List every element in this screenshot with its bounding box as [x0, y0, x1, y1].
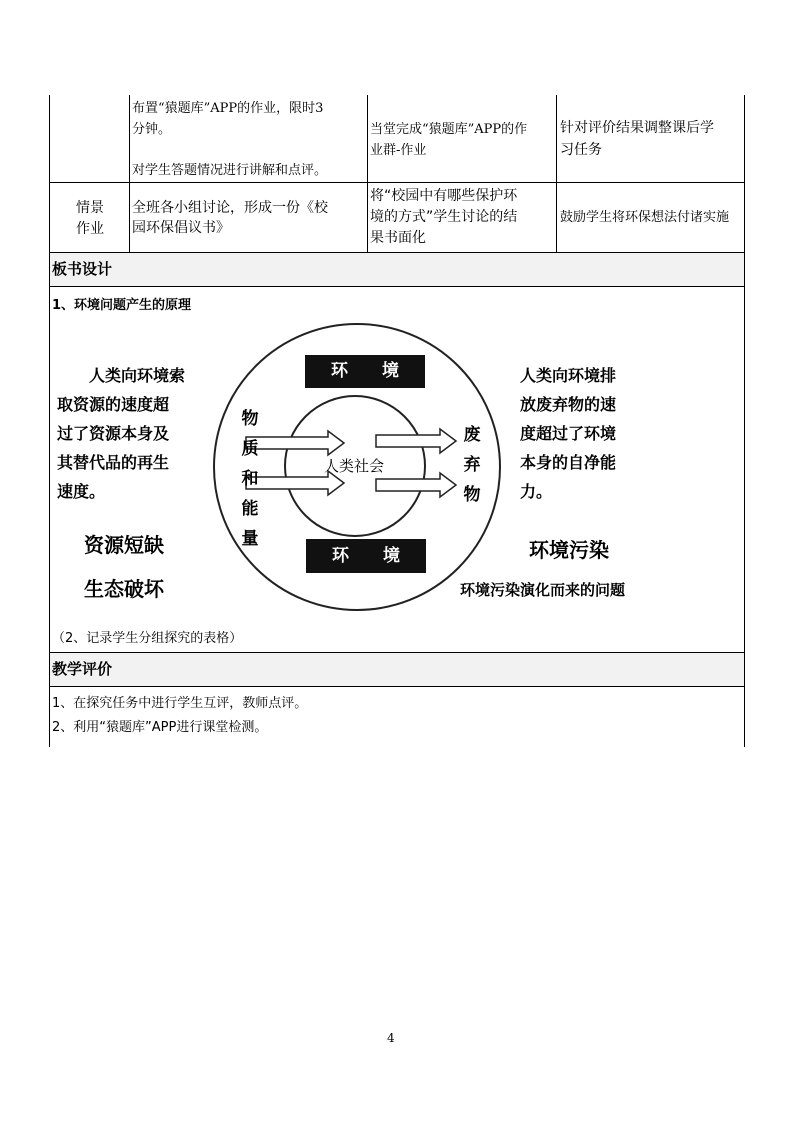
- environment-box-top: 环 境: [305, 355, 425, 388]
- board-item2: （2、记录学生分组探究的表格）: [52, 631, 243, 646]
- row2-label-line1: 情景: [76, 200, 104, 216]
- row2-label-line2: 作业: [76, 221, 104, 237]
- row1-col4-line1: 针对评价结果调整课后学: [560, 120, 714, 136]
- evaluation-item2: 2、利用“猿题库”APP进行课堂检测。: [52, 720, 268, 735]
- pollution-derived-issues-label: 环境污染演化而来的问题: [460, 581, 626, 599]
- left-explanation: 人类向环境索 取资源的速度超 过了资源本身及 其替代品的再生 速度。: [57, 366, 186, 501]
- environment-box-bottom: 环 境: [306, 539, 426, 573]
- environmental-pollution-label: 环境污染: [529, 538, 609, 562]
- row1-col2-line1: 布置“猿题库”APP的作业，限时3: [132, 101, 324, 116]
- matter-energy-label: 物 质 和 能 量: [241, 409, 259, 549]
- evaluation-item1: 1、在探究任务中进行学生互评，教师点评。: [52, 696, 308, 711]
- row1-col3-line1: 当堂完成“猿题库”APP的作: [370, 122, 528, 137]
- row1-col4-line2: 习任务: [560, 142, 602, 158]
- arrow-out-bottom: [376, 473, 456, 497]
- waste-label: 废 弃 物: [463, 425, 481, 505]
- board-item1: 1、环境问题产生的原理: [52, 298, 192, 313]
- resource-shortage-label: 资源短缺: [84, 533, 164, 557]
- page-number: 4: [387, 1031, 395, 1045]
- row1-col2-line3: 对学生答题情况进行讲解和点评。: [132, 163, 328, 178]
- evaluation-header-bg: [50, 652, 744, 686]
- right-explanation: 人类向环境排 放废弃物的速 度超过了环境 本身的自净能 力。: [520, 366, 617, 501]
- row1-col3-line2: 业群-作业: [370, 143, 427, 158]
- row2-col2-line2: 园环保倡议书》: [132, 220, 230, 236]
- board-header-bg: [50, 252, 744, 286]
- ecological-damage-label: 生态破坏: [84, 577, 164, 601]
- row2-col4: 鼓励学生将环保想法付诸实施: [560, 210, 730, 225]
- row2-col2-line1: 全班各小组讨论，形成一份《校: [132, 200, 328, 216]
- row2-col3-line3: 果书面化: [370, 230, 426, 246]
- arrow-in-top: [246, 431, 344, 455]
- row2-col3-line2: 境的方式”学生讨论的结: [370, 209, 518, 225]
- board-header: 板书设计: [52, 260, 113, 278]
- row1-col2-line2: 分钟。: [132, 122, 172, 137]
- evaluation-header: 教学评价: [52, 660, 113, 678]
- human-society-label: 人类社会: [324, 457, 385, 475]
- row2-col3-line1: 将“校园中有哪些保护环: [370, 188, 518, 204]
